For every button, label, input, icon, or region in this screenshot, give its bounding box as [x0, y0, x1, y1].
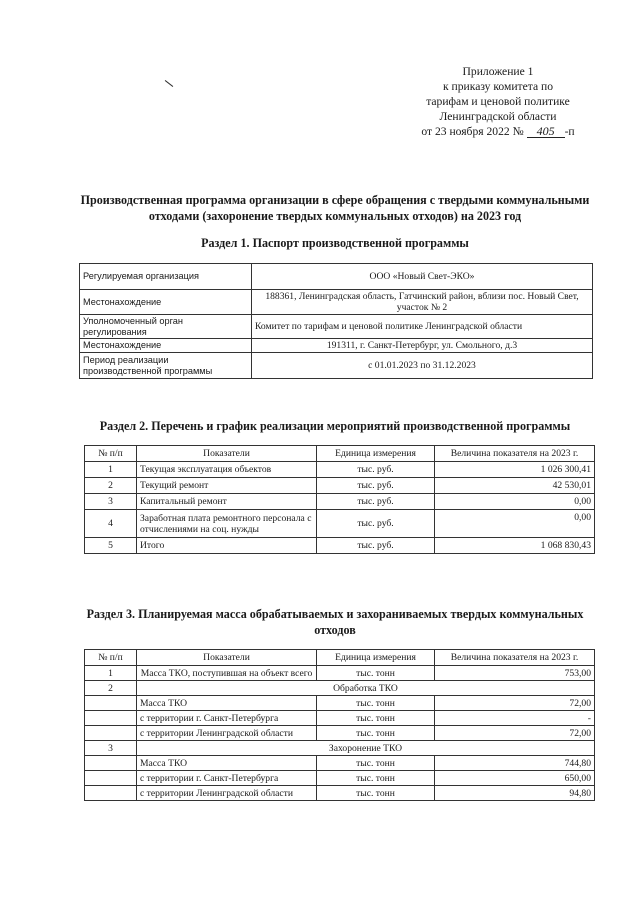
row-value: 1 026 300,41 [435, 462, 595, 478]
row-num: 5 [85, 538, 137, 554]
row-unit: тыс. руб. [317, 462, 435, 478]
table-row [85, 696, 595, 711]
row-name: Масса ТКО [137, 696, 317, 711]
row-name: с территории Ленинградской области [137, 726, 317, 741]
group-label: Захоронение ТКО [137, 741, 595, 756]
table-row [85, 478, 595, 494]
passport-row [80, 353, 593, 379]
appendix-line3: тарифам и ценовой политике [426, 95, 570, 108]
row-unit: тыс. руб. [317, 510, 435, 538]
row-value: 650,00 [435, 771, 595, 786]
table-row [85, 756, 595, 771]
row-num-empty [85, 696, 137, 711]
order-suffix: -п [564, 125, 575, 138]
row-num: 3 [85, 494, 137, 510]
row-value: 753,00 [435, 666, 595, 681]
passport-label: Период реализации производственной программы [80, 353, 252, 379]
appendix-line4: Ленинградской области [439, 110, 557, 123]
passport-label: Уполномоченный орган регулирования [80, 315, 252, 339]
group-row [85, 681, 595, 696]
passport-value: Комитет по тарифам и ценовой политике Ленинградской области [252, 315, 593, 339]
table-row [85, 771, 595, 786]
row-value: 72,00 [435, 726, 595, 741]
row-unit: тыс. руб. [317, 478, 435, 494]
row-num-empty [85, 786, 137, 801]
row-value: 744,80 [435, 756, 595, 771]
passport-label: Местонахождение [80, 290, 252, 315]
row-name: Масса ТКО [137, 756, 317, 771]
appendix-line2: к приказу комитета по [443, 80, 553, 93]
table-header-row [85, 446, 595, 462]
table-row [85, 538, 595, 554]
appendix-line1: Приложение 1 [462, 65, 534, 78]
row-value: 0,00 [435, 510, 595, 538]
passport-value: 188361, Ленинградская область, Гатчинский район, вблизи пос. Новый Свет, участок № 2 [252, 290, 593, 315]
header-num: № п/п [85, 446, 137, 462]
header-indicator: Показатели [137, 446, 317, 462]
order-number: 405 [527, 125, 565, 138]
row-num: 2 [85, 478, 137, 494]
row-value: 42 530,01 [435, 478, 595, 494]
passport-value: 191311, г. Санкт-Петербург, ул. Смольного, д.3 [252, 339, 593, 353]
row-name: с территории г. Санкт-Петербурга [137, 771, 317, 786]
row-name: Текущая эксплуатация объектов [137, 462, 317, 478]
row-value: 94,80 [435, 786, 595, 801]
row-num: 1 [85, 666, 137, 681]
row-unit: тыс. тонн [317, 696, 435, 711]
passport-row [80, 339, 593, 353]
row-unit: тыс. тонн [317, 711, 435, 726]
passport-row [80, 290, 593, 315]
row-name: Итого [137, 538, 317, 554]
group-num: 3 [85, 741, 137, 756]
passport-value: с 01.01.2023 по 31.12.2023 [252, 353, 593, 379]
number-sign: № [512, 125, 524, 138]
waste-mass-table [84, 649, 595, 801]
row-name: Текущий ремонт [137, 478, 317, 494]
passport-row [80, 264, 593, 290]
section2-title: Раздел 2. Перечень и график реализации мероприятий производственной программы [99, 419, 571, 433]
group-row [85, 741, 595, 756]
row-value: - [435, 711, 595, 726]
row-unit: тыс. руб. [317, 538, 435, 554]
row-unit: тыс. тонн [317, 771, 435, 786]
passport-row [80, 315, 593, 339]
passport-label: Местонахождение [80, 339, 252, 353]
passport-table [79, 263, 593, 379]
row-value: 72,00 [435, 696, 595, 711]
section3-title: Раздел 3. Планируемая масса обрабатываемых и захораниваемых твердых коммунальных отходов [86, 607, 584, 637]
row-unit: тыс. тонн [317, 666, 435, 681]
table-header-row [85, 650, 595, 666]
table-row [85, 786, 595, 801]
header-value: Величина показателя на 2023 г. [435, 650, 595, 666]
table-row [85, 510, 595, 538]
table-row [85, 494, 595, 510]
row-unit: тыс. тонн [317, 756, 435, 771]
passport-label: Регулируемая организация [80, 264, 252, 290]
measures-table [84, 445, 595, 554]
row-name: с территории г. Санкт-Петербурга [137, 711, 317, 726]
group-label: Обработка ТКО [137, 681, 595, 696]
header-unit: Единица измерения [317, 650, 435, 666]
row-num: 1 [85, 462, 137, 478]
appendix-block [400, 64, 596, 139]
passport-value: ООО «Новый Свет-ЭКО» [252, 264, 593, 290]
header-indicator: Показатели [137, 650, 317, 666]
order-date-line [400, 124, 596, 139]
row-value: 1 068 830,43 [435, 538, 595, 554]
group-num: 2 [85, 681, 137, 696]
row-num-empty [85, 771, 137, 786]
row-unit: тыс. тонн [317, 786, 435, 801]
row-name: Заработная плата ремонтного персонала с отчислениями на соц. нужды [137, 510, 317, 538]
header-num: № п/п [85, 650, 137, 666]
row-value: 0,00 [435, 494, 595, 510]
row-unit: тыс. тонн [317, 726, 435, 741]
stray-mark [165, 80, 173, 87]
row-name: Масса ТКО, поступившая на объект всего [137, 666, 317, 681]
order-date: от 23 ноября 2022 [421, 125, 510, 138]
header-value: Величина показателя на 2023 г. [435, 446, 595, 462]
table-row [85, 711, 595, 726]
table-row [85, 726, 595, 741]
row-num-empty [85, 726, 137, 741]
section1-title: Раздел 1. Паспорт производственной программы [201, 236, 469, 250]
row-num-empty [85, 756, 137, 771]
document-title: Производственная программа организации в сфере обращения с твердыми коммунальными отходами (захоронение твердых коммунальных отходов) на 2023 год [80, 193, 590, 223]
row-name: Капитальный ремонт [137, 494, 317, 510]
table-row [85, 462, 595, 478]
row-name: с территории Ленинградской области [137, 786, 317, 801]
row-num-empty [85, 711, 137, 726]
table-row [85, 666, 595, 681]
row-num: 4 [85, 510, 137, 538]
row-unit: тыс. руб. [317, 494, 435, 510]
header-unit: Единица измерения [317, 446, 435, 462]
